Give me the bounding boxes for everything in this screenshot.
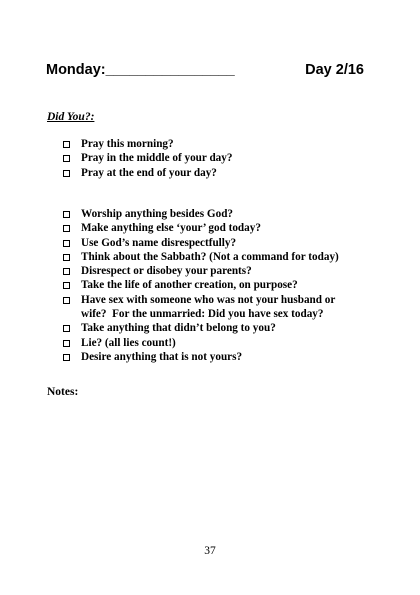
section-title: Did You?:	[47, 111, 95, 123]
commandment-checklist	[63, 207, 339, 364]
checkbox-icon	[63, 254, 70, 261]
checkbox-icon	[63, 225, 70, 232]
checklist-item	[63, 151, 232, 165]
checklist-item-label: Take the life of another creation, on purpose?	[81, 279, 298, 292]
day-counter: Day 2/16	[305, 62, 364, 78]
checkbox-icon	[63, 325, 70, 332]
checklist-item	[63, 336, 339, 350]
checkbox-icon	[63, 155, 70, 162]
checklist-item	[63, 321, 339, 335]
checklist-item	[63, 236, 339, 250]
checklist-item-label: Take anything that didn’t belong to you?	[81, 322, 276, 335]
checkbox-icon	[63, 340, 70, 347]
checklist-item-label: Desire anything that is not yours?	[81, 350, 243, 363]
checklist-item-label: Pray at the end of your day?	[81, 166, 217, 179]
notes-label: Notes:	[47, 386, 79, 398]
checklist-item-label: Pray this morning?	[81, 138, 174, 150]
checklist-item-label: Make anything else ‘your’ god today?	[81, 222, 261, 235]
checklist-item-label: Lie? (all lies count!)	[81, 336, 176, 349]
checklist-item-label: Disrespect or disobey your parents?	[81, 265, 252, 278]
checkbox-icon	[63, 211, 70, 218]
checklist-item	[63, 250, 339, 264]
checkbox-icon	[63, 170, 70, 177]
page-number: 37	[204, 545, 216, 557]
checkbox-icon	[63, 240, 70, 247]
checklist-item-label: Have sex with someone who was not your husband or wife? For the unmarried: Did you have sex today?	[81, 293, 336, 321]
checklist-item	[63, 293, 339, 322]
checklist-item-label: Use God’s name disrespectfully?	[81, 236, 237, 249]
checklist-item	[63, 166, 232, 180]
checklist-item	[63, 264, 339, 278]
prayer-checklist	[63, 137, 232, 180]
checklist-item	[63, 221, 339, 235]
checklist-item	[63, 278, 339, 292]
checklist-item	[63, 137, 232, 151]
checklist-item	[63, 350, 339, 364]
checkbox-icon	[63, 282, 70, 289]
checklist-item-label: Think about the Sabbath? (Not a command for today)	[81, 250, 339, 263]
checklist-item-label: Pray in the middle of your day?	[81, 152, 233, 165]
page-header	[46, 62, 364, 82]
checkbox-icon	[63, 141, 70, 148]
checkbox-icon	[63, 268, 70, 275]
checkbox-icon	[63, 297, 70, 304]
day-label: Monday:________________	[46, 62, 235, 78]
checkbox-icon	[63, 354, 70, 361]
checklist-item	[63, 207, 339, 221]
checklist-item-label: Worship anything besides God?	[81, 208, 234, 220]
